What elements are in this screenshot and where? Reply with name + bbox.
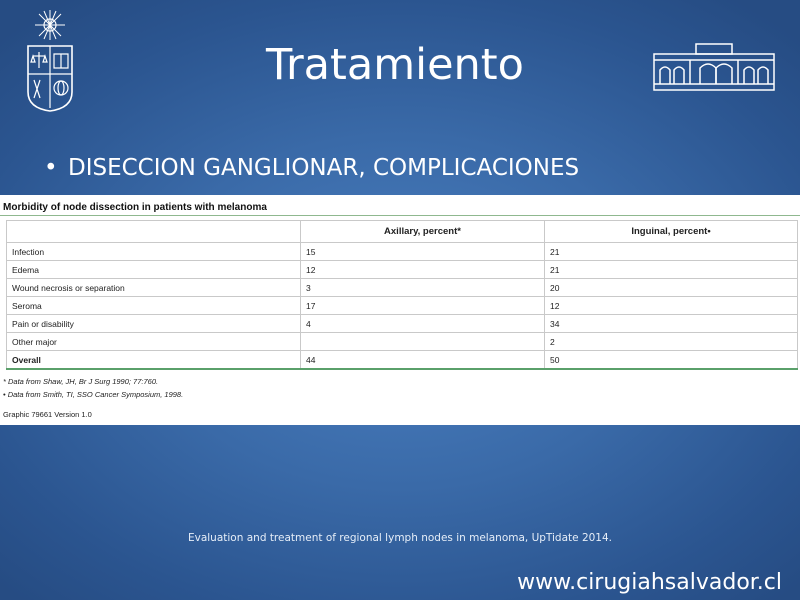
source-citation: Evaluation and treatment of regional lymph nodes in melanoma, UpTidate 2014. xyxy=(187,532,613,544)
footnote-inguinal: • Data from Smith, TI, SSO Cancer Symposium, 1998. xyxy=(3,390,184,399)
slide-title: Tratamiento xyxy=(266,40,524,90)
table-row xyxy=(7,315,798,333)
inguinal-value: 2 xyxy=(545,333,798,351)
inguinal-value: 20 xyxy=(545,279,798,297)
inguinal-value: 34 xyxy=(545,315,798,333)
column-header xyxy=(7,221,301,243)
inguinal-value: 21 xyxy=(545,261,798,279)
inguinal-value: 21 xyxy=(545,243,798,261)
table-row xyxy=(7,243,798,261)
inguinal-value: 50 xyxy=(545,351,798,370)
column-header-inguinal: Inguinal, percent• xyxy=(545,221,798,243)
axillary-value: 12 xyxy=(301,261,545,279)
axillary-value: 15 xyxy=(301,243,545,261)
row-label: Wound necrosis or separation xyxy=(7,279,301,297)
title-divider xyxy=(0,215,800,216)
table-row xyxy=(7,261,798,279)
bullet-item xyxy=(44,155,579,181)
axillary-value: 44 xyxy=(301,351,545,370)
row-label: Seroma xyxy=(7,297,301,315)
table-row-overall xyxy=(7,351,798,370)
inguinal-value: 12 xyxy=(545,297,798,315)
table-row xyxy=(7,333,798,351)
morbidity-table-panel xyxy=(0,195,800,425)
row-label: Pain or disability xyxy=(7,315,301,333)
table-header-row xyxy=(7,221,798,243)
bullet-dot-icon: • xyxy=(44,155,58,181)
axillary-value: 17 xyxy=(301,297,545,315)
row-label: Overall xyxy=(7,351,301,370)
row-label: Edema xyxy=(7,261,301,279)
morbidity-table xyxy=(6,220,798,370)
axillary-value xyxy=(301,333,545,351)
table-row xyxy=(7,297,798,315)
table-row xyxy=(7,279,798,297)
row-label: Other major xyxy=(7,333,301,351)
table-title: Morbidity of node dissection in patients with melanoma xyxy=(3,202,267,213)
website-url: www.cirugiahsalvador.cl xyxy=(517,570,782,595)
graphic-version-label: Graphic 79661 Version 1.0 xyxy=(3,410,92,419)
axillary-value: 4 xyxy=(301,315,545,333)
column-header-axillary: Axillary, percent* xyxy=(301,221,545,243)
axillary-value: 3 xyxy=(301,279,545,297)
footnote-axillary: * Data from Shaw, JH, Br J Surg 1990; 77:760. xyxy=(3,377,159,386)
bullet-text: DISECCION GANGLIONAR, COMPLICACIONES xyxy=(68,155,580,181)
row-label: Infection xyxy=(7,243,301,261)
